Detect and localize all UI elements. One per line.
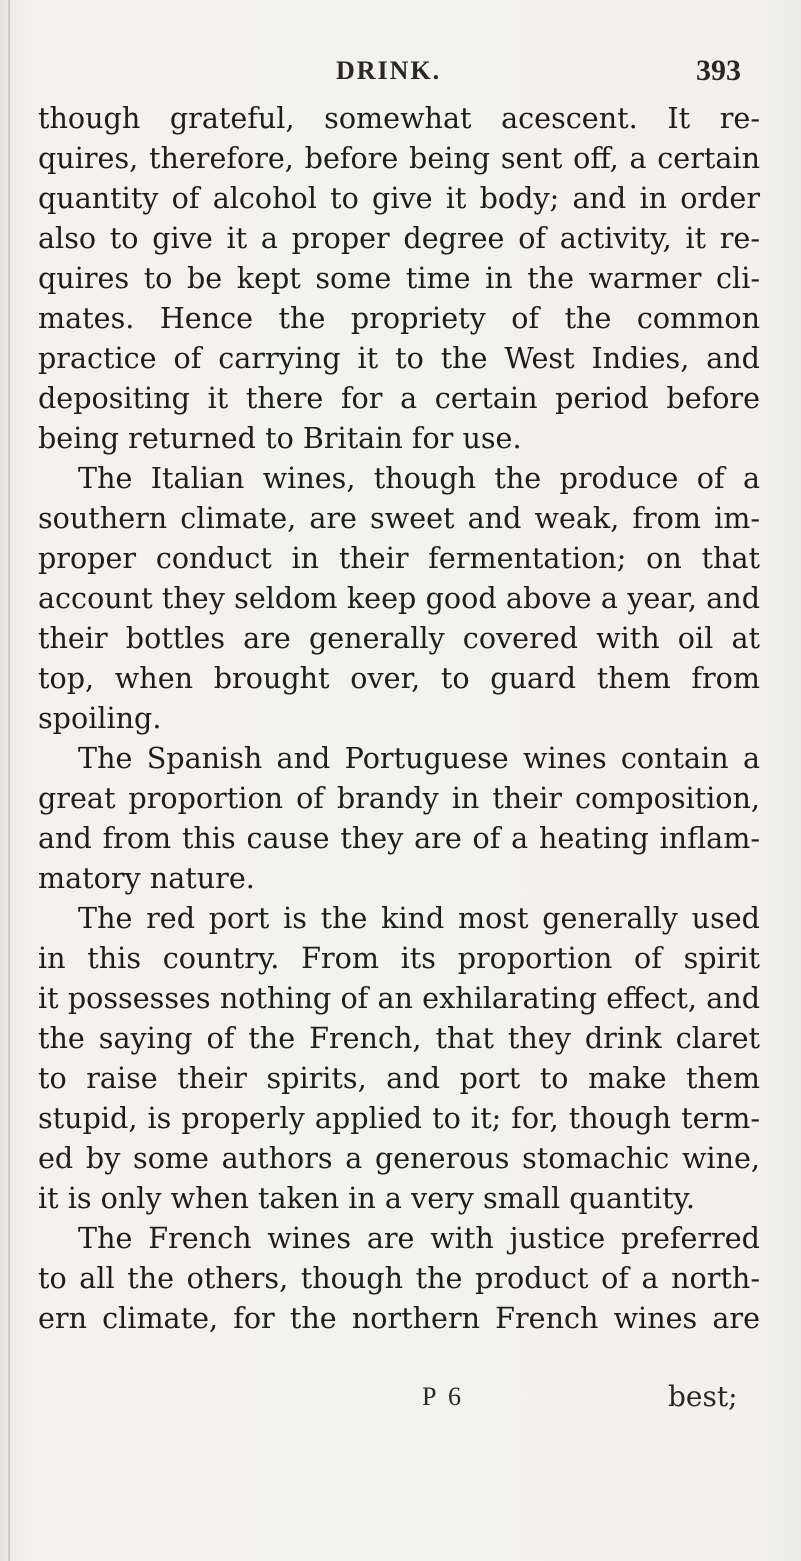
text-line: stupid, is properly applied to it; for, though term- xyxy=(38,1101,760,1135)
text-line: in this country. From its proportion of spirit xyxy=(38,941,760,975)
catchword: best; xyxy=(668,1380,738,1413)
text-line: also to give it a proper degree of activity, it re- xyxy=(38,221,760,255)
text-line: quires to be kept some time in the warmer cli- xyxy=(38,261,760,295)
text-line: practice of carrying it to the West Indies, and xyxy=(38,341,760,375)
text-line: southern climate, are sweet and weak, from im- xyxy=(38,501,760,535)
text-line: depositing it there for a certain period before xyxy=(38,381,760,415)
text-line: and from this cause they are of a heating inflam- xyxy=(38,821,760,855)
text-line: to all the others, though the product of a north- xyxy=(38,1261,760,1295)
running-head: DRINK. xyxy=(336,56,442,85)
text-line: top, when brought over, to guard them from xyxy=(38,661,760,695)
paragraph-start-line: The Spanish and Portuguese wines contain a xyxy=(78,741,760,775)
text-line: mates. Hence the propriety of the common xyxy=(38,301,760,335)
text-line: being returned to Britain for use. xyxy=(38,421,522,455)
text-line: it is only when taken in a very small quantity. xyxy=(38,1181,695,1215)
text-line: to raise their spirits, and port to make them xyxy=(38,1061,760,1095)
page-header xyxy=(0,56,801,96)
text-line: great proportion of brandy in their composition, xyxy=(38,781,760,815)
text-line: spoiling. xyxy=(38,701,162,735)
text-line: quantity of alcohol to give it body; and in order xyxy=(38,181,760,215)
text-line: proper conduct in their fermentation; on that xyxy=(38,541,760,575)
page-gutter-edge xyxy=(8,0,10,1561)
paragraph-start-line: The French wines are with justice preferred xyxy=(78,1221,760,1255)
page-number: 393 xyxy=(696,54,741,87)
text-line: quires, therefore, before being sent off, a certain xyxy=(38,141,760,175)
text-line: account they seldom keep good above a year, and xyxy=(38,581,760,615)
text-line: the saying of the French, that they drink claret xyxy=(38,1021,760,1055)
paragraph-start-line: The Italian wines, though the produce of a xyxy=(78,461,760,495)
paragraph-start-line: The red port is the kind most generally used xyxy=(78,901,760,935)
text-line: though grateful, somewhat acescent. It re- xyxy=(38,101,760,135)
text-line: their bottles are generally covered with oil at xyxy=(38,621,760,655)
text-line: matory nature. xyxy=(38,861,255,895)
signature-mark: P 6 xyxy=(422,1382,464,1411)
text-line: ed by some authors a generous stomachic wine, xyxy=(38,1141,760,1175)
text-line: it possesses nothing of an exhilarating effect, and xyxy=(38,981,760,1015)
text-line: ern climate, for the northern French wines are xyxy=(38,1301,760,1335)
